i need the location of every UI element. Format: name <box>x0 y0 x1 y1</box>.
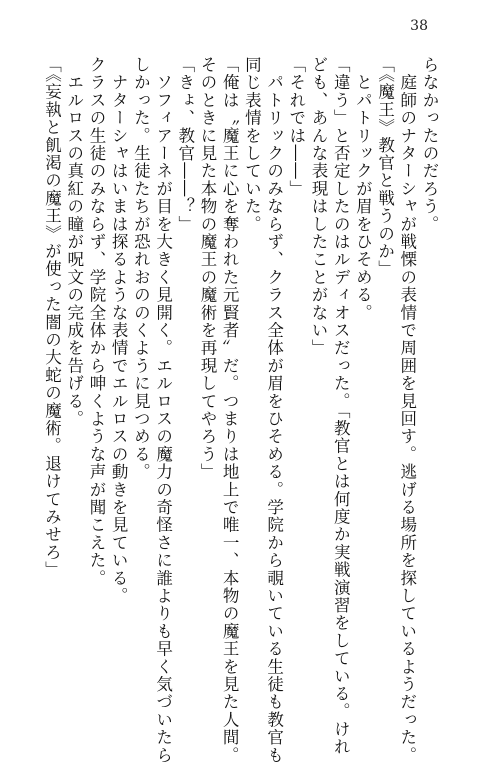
text-line: そのときに見た本物の魔王の魔術を再現してやろう」 <box>197 56 217 481</box>
vertical-text-block <box>30 56 440 764</box>
text-line: 「違う」と否定したのはルディオスだった。「教官とは何度か実戦演習をしている。けれ <box>331 56 351 756</box>
text-line: 「きょ、教官――？」 <box>175 56 195 233</box>
text-line: 「《妄執と飢渇の魔王》が使った闇の大蛇の魔術。退けてみせろ」 <box>42 56 62 579</box>
text-line: クラスの生徒のみならず、学院全体から呻くような声が聞こえた。 <box>86 56 106 587</box>
page-number: 38 <box>410 18 428 34</box>
text-line: らなかったのだろう。 <box>420 56 439 233</box>
text-line: ども、あんな表現はしたことがない」 <box>308 56 328 357</box>
text-line: パトリックのみならず、クラス全体が眉をひそめる。学院から覗いている生徒も教官も <box>264 56 284 764</box>
text-line: しかった。生徒たちが恐れおののくように見つめる。 <box>131 56 151 481</box>
text-line: 同じ表情をしていた。 <box>242 56 262 233</box>
text-line: ソフィアーネが目を大きく見開く。エルロスの魔力の奇怪さに誰よりも早く気づいたら <box>153 56 173 764</box>
text-line: 「俺は〝魔王に心を奪われた元賢者〟だ。つまりは地上で唯一、本物の魔王を見た人間。 <box>220 56 240 764</box>
text-line: 「《魔王》教官と戦うのか」 <box>375 56 395 278</box>
text-line: エルロスの真紅の瞳が呪文の完成を告げる。 <box>64 56 84 428</box>
text-line: 「それでは――」 <box>286 56 306 198</box>
text-line: ナターシャはいまは探るような表情でエルロスの動きを見ている。 <box>109 56 129 605</box>
text-line: 庭師のナターシャが戦慄の表情で周囲を見回す。逃げる場所を探しているようだった。 <box>397 56 417 764</box>
text-line: とパトリックが眉をひそめる。 <box>353 56 373 322</box>
